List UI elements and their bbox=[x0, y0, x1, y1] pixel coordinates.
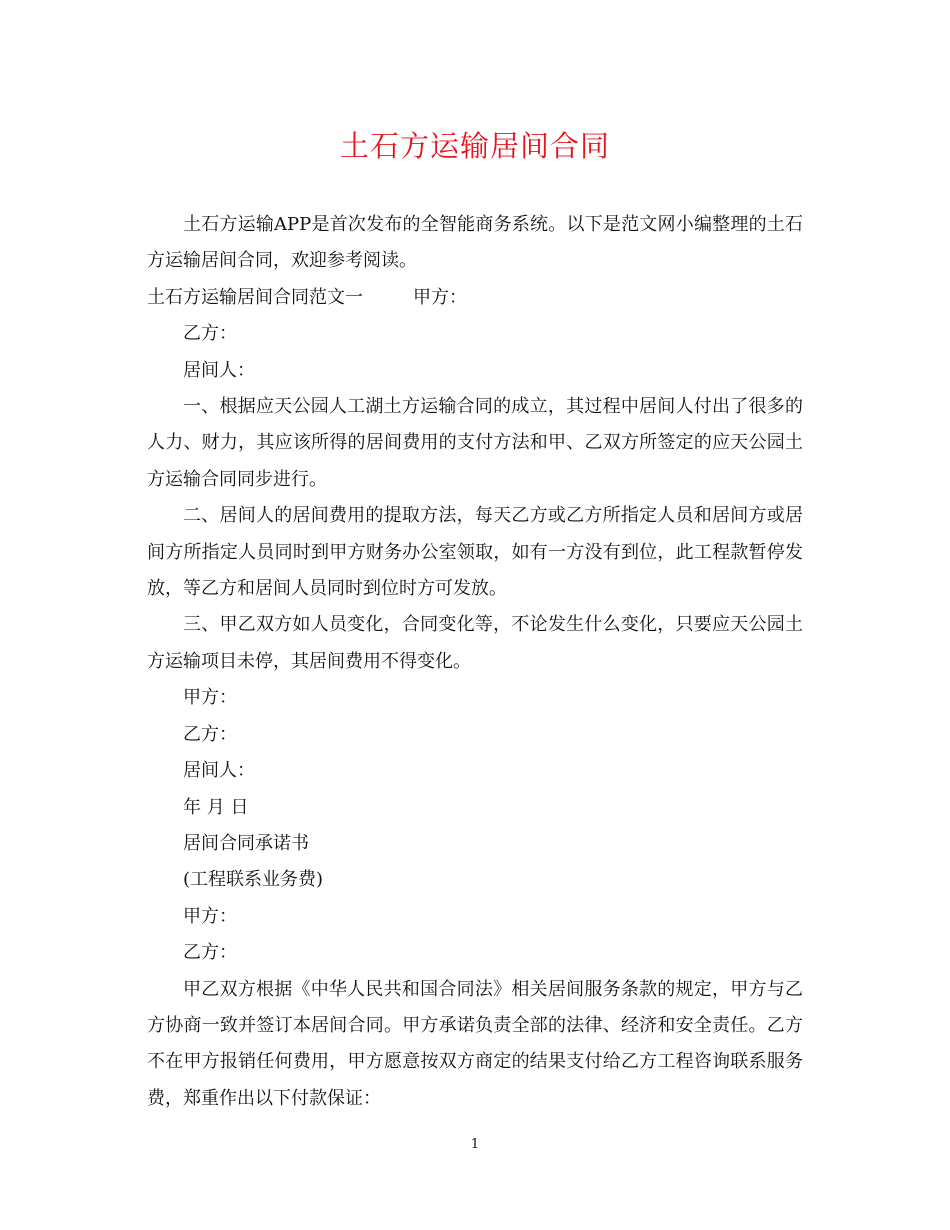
document-body bbox=[147, 207, 803, 1117]
clause-two: 二、居间人的居间费用的提取方法，每天乙方或乙方所指定人员和居间方或居间方所指定人员同时到甲方财务办公室领取，如有一方没有到位，此工程款暂停发放，等乙方和居间人员同时到位时方可发放。 bbox=[147, 505, 803, 600]
broker-label: 居间人： bbox=[183, 359, 255, 381]
party-b-label: 乙方： bbox=[183, 323, 237, 345]
page-number: 1 bbox=[470, 1137, 480, 1152]
commitment-body: 甲乙双方根据《中华人民共和国合同法》相关居间服务条款的规定，甲方与乙方协商一致并签订本居间合同。甲方承诺负责全部的法律、经济和安全责任。乙方不在甲方报销任何费用，甲方愿意按双方商定的结果支付给乙方工程咨询联系服务费，郑重作出以下付款保证： bbox=[147, 978, 803, 1109]
commitment-party-a: 甲方： bbox=[183, 905, 237, 927]
commitment-subtitle: (工程联系业务费) bbox=[183, 869, 324, 891]
signature-broker: 居间人： bbox=[183, 760, 255, 782]
sample-heading-line bbox=[147, 280, 803, 316]
clause-one: 一、根据应天公园人工湖土方运输合同的成立，其过程中居间人付出了很多的人力、财力，其应该所得的居间费用的支付方法和甲、乙双方所签定的应天公园土方运输合同同步进行。 bbox=[147, 396, 803, 490]
signature-party-b: 乙方： bbox=[183, 723, 237, 745]
clause-three: 三、甲乙双方如人员变化，合同变化等，不论发生什么变化，只要应天公园土方运输项目未停，其居间费用不得变化。 bbox=[147, 614, 803, 672]
sample-party-a-label: 甲方： bbox=[413, 286, 467, 308]
commitment-party-b: 乙方： bbox=[183, 942, 237, 964]
document-title: 土石方运输居间合同 bbox=[339, 129, 610, 163]
signature-date: 年 月 日 bbox=[183, 796, 249, 818]
commitment-title: 居间合同承诺书 bbox=[183, 832, 309, 854]
sample-heading: 土石方运输居间合同范文一 bbox=[147, 286, 363, 308]
intro-paragraph: 土石方运输APP是首次发布的全智能商务系统。以下是范文网小编整理的土石方运输居间合同，欢迎参考阅读。 bbox=[147, 214, 803, 272]
signature-party-a: 甲方： bbox=[183, 687, 237, 709]
